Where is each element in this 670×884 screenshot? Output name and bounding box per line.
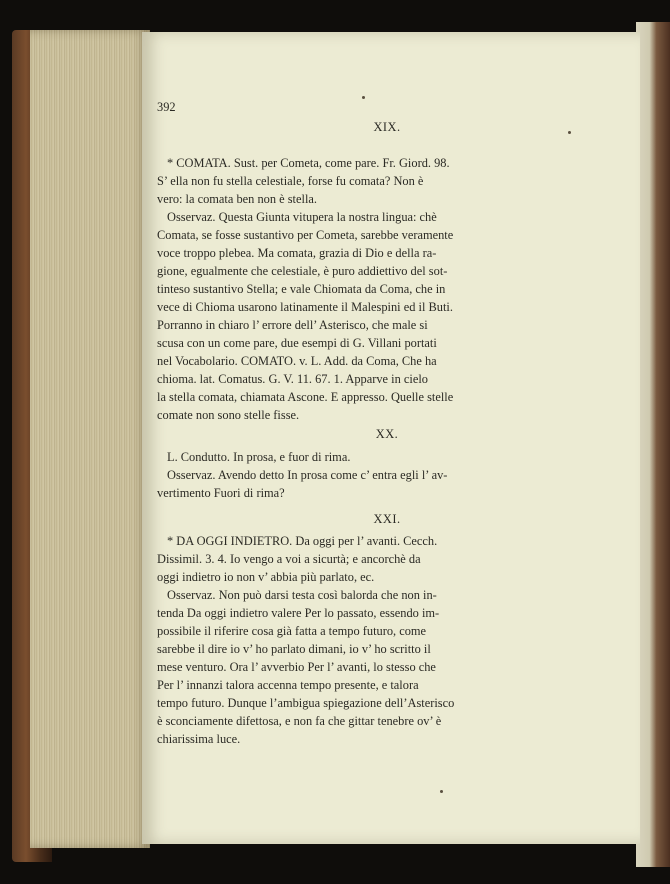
text-line: voce troppo plebea. Ma comata, grazia di Dio e della ra- (157, 246, 437, 260)
text-line: L. Condutto. In prosa, e fuor di rima. (167, 450, 351, 464)
ink-speck (440, 790, 443, 793)
text-line: tempo futuro. Dunque l’ambigua spiegazione dell’Asterisco (157, 696, 455, 710)
text-line: tenda Da oggi indietro valere Per lo passato, essendo im- (157, 606, 440, 620)
text-line: possibile il riferire cosa già fatta a tempo futuro, come (157, 624, 427, 638)
text-line: chioma. lat. Comatus. G. V. 11. 67. 1. Apparve in cielo (157, 372, 428, 386)
section-heading-xix: XIX. (373, 120, 401, 134)
page-edges (30, 30, 150, 848)
ink-speck (568, 131, 571, 134)
text-line: chiarissima luce. (157, 732, 241, 746)
text-line: la stella comata, chiamata Ascone. E appresso. Quelle stelle (157, 390, 454, 404)
section-heading-xx: XX. (375, 427, 399, 441)
text-line: Comata, se fosse sustantivo per Cometa, sarebbe veramente (157, 228, 454, 242)
text-line: vertimento Fuori di rima? (157, 486, 285, 500)
text-line: Porranno in chiaro l’ errore dell’ Asterisco, che male si (157, 318, 428, 332)
text-line: tinteso sustantivo Stella; e vale Chiomata da Coma, che in (157, 282, 446, 296)
text-line: S’ ella non fu stella celestiale, forse fu comata? Non è (157, 174, 424, 188)
text-line: scusa con un come pare, due esempi di G. Villani portati (157, 336, 437, 350)
text-line: * COMATA. Sust. per Cometa, come pare. Fr. Giord. 98. (167, 156, 450, 170)
ink-speck (362, 96, 365, 99)
text-line: nel Vocabolario. COMATO. v. L. Add. da Coma, Che ha (157, 354, 437, 368)
text-line: comate non sono stelle fisse. (157, 408, 300, 422)
page-number: 392 (157, 100, 176, 114)
text-line: mese venturo. Ora l’ avverbio Per l’ avanti, lo stesso che (157, 660, 436, 674)
text-line: oggi indietro io non v’ abbia più parlato, ec. (157, 570, 375, 584)
section-heading-xxi: XXI. (373, 512, 401, 526)
text-line: Per l’ innanzi talora accenna tempo presente, e talora (157, 678, 419, 692)
text-line: è sconciamente difettosa, e non fa che gittar tenebre ov’ è (157, 714, 442, 728)
text-line: Osservaz. Questa Giunta vitupera la nostra lingua: chè (167, 210, 437, 224)
text-line: sarebbe il dire io v’ ho parlato dimani, io v’ ho scritto il (157, 642, 431, 656)
text-line: Osservaz. Avendo detto In prosa come c’ entra egli l’ av- (167, 468, 448, 482)
text-line: * DA OGGI INDIETRO. Da oggi per l’ avanti. Cecch. (167, 534, 438, 548)
book-cover-right (636, 22, 670, 867)
text-line: vece di Chioma usarono latinamente il Malespini ed il Buti. (157, 300, 453, 314)
text-line: vero: la comata ben non è stella. (157, 192, 317, 206)
text-line: gione, egualmente che celestiale, è puro addiettivo del sot- (157, 264, 448, 278)
text-line: Osservaz. Non può darsi testa così balorda che non in- (167, 588, 437, 602)
text-line: Dissimil. 3. 4. Io vengo a voi a sicurtà; e ancorchè da (157, 552, 421, 566)
